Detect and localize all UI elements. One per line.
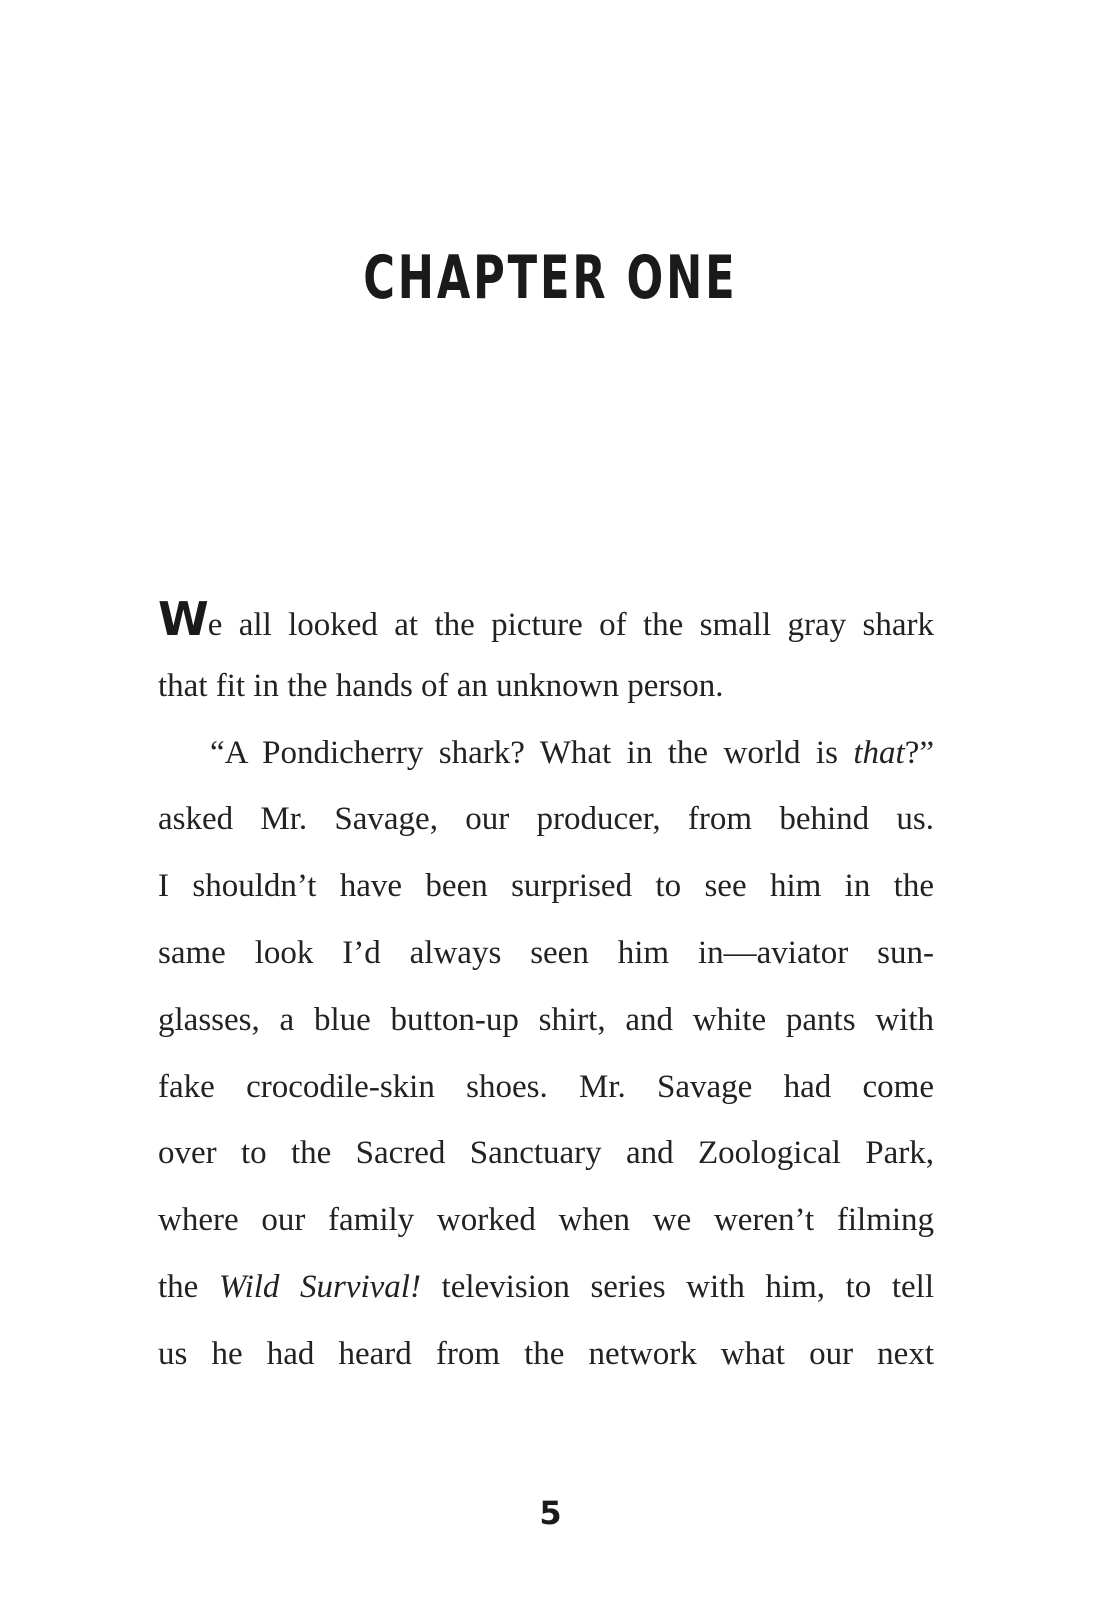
page-number: 5 [539,1494,562,1532]
line-text: ?” [904,734,934,771]
paragraph-line [158,987,934,1054]
paragraph-line [158,1254,934,1321]
paragraph-line [158,653,934,720]
paragraph-line [158,1054,934,1121]
body-text [158,586,934,1388]
paragraph-line [158,720,934,787]
line-text: television series with him, to tell [420,1268,934,1305]
line-text-italic: that [853,734,905,771]
paragraph-line [158,1120,934,1187]
line-text: “A Pondicherry shark? What in the world is [210,734,854,771]
chapter-title: CHAPTER ONE [363,243,738,313]
line-text: us he had heard from the network what our next [158,1335,934,1372]
paragraph-line [158,586,934,653]
line-text: e all looked at the picture of the small gray shark [207,607,934,643]
paragraph-line [158,853,934,920]
line-text-italic: Wild Survival! [218,1268,421,1305]
paragraph-line [158,1187,934,1254]
line-text: fake crocodile-skin shoes. Mr. Savage had come [158,1068,934,1105]
paragraph-line [158,920,934,987]
line-text: asked Mr. Savage, our producer, from behind us. [158,801,934,838]
line-text: over to the Sacred Sanctuary and Zoological Park, [158,1135,934,1172]
line-text: the [158,1268,219,1305]
line-text: I shouldn’t have been surprised to see him in the [158,868,934,905]
line-text: same look I’d always seen him in—aviator sun- [158,934,934,971]
paragraph-line [158,786,934,853]
line-text: glasses, a blue button-up shirt, and white pants with [158,1001,934,1038]
paragraph-line [158,1321,934,1388]
line-text: where our family worked when we weren’t filming [158,1202,934,1239]
line-text: that fit in the hands of an unknown person. [158,667,724,704]
drop-cap: W [158,592,208,646]
